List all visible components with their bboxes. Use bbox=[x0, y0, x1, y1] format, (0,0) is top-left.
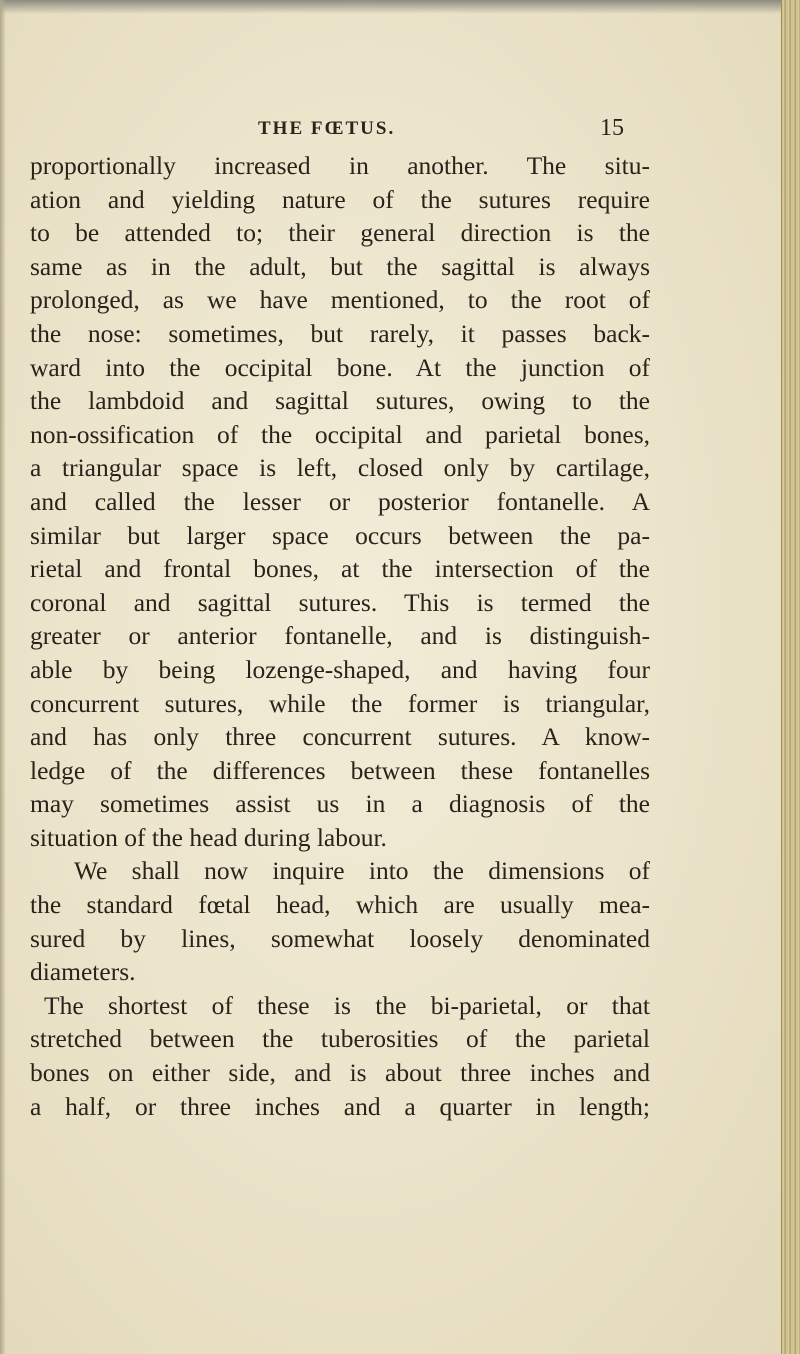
text-line: ation and yielding nature of the sutures require bbox=[30, 184, 650, 214]
text-line: prolonged, as we have mentioned, to the root of bbox=[30, 285, 650, 315]
text-line: stretched between the tuberosities of the parietal bbox=[30, 1024, 650, 1054]
text-line: same as in the adult, but the sagittal is always bbox=[30, 251, 650, 281]
text-line: coronal and sagittal sutures. This is termed the bbox=[30, 587, 650, 617]
text-line: a half, or three inches and a quarter in length; bbox=[30, 1091, 650, 1121]
text-line: and called the lesser or posterior fontanelle. A bbox=[30, 486, 650, 516]
text-line: a triangular space is left, closed only by cartilage, bbox=[30, 453, 650, 483]
text-line: similar but larger space occurs between the pa- bbox=[30, 520, 650, 550]
text-line: bones on either side, and is about three inches and bbox=[30, 1058, 650, 1088]
running-title: THE FŒTUS. bbox=[258, 118, 396, 139]
text-line: the nose: sometimes, but rarely, it passes back- bbox=[30, 318, 650, 348]
text-line: the standard fœtal head, which are usually mea- bbox=[30, 890, 650, 920]
text-line: sured by lines, somewhat loosely denominated bbox=[30, 923, 650, 953]
text-line: rietal and frontal bones, at the intersection of the bbox=[30, 554, 650, 584]
page-stack-edges bbox=[781, 0, 800, 1354]
text-line: concurrent sutures, while the former is triangular, bbox=[30, 688, 650, 718]
text-line: may sometimes assist us in a diagnosis of the bbox=[30, 789, 650, 819]
page-number: 15 bbox=[600, 115, 624, 141]
text-line: greater or anterior fontanelle, and is distinguish- bbox=[30, 621, 650, 651]
text-line: proportionally increased in another. The situ- bbox=[30, 151, 650, 180]
text-line: and has only three concurrent sutures. A know- bbox=[30, 722, 650, 752]
text-line: the lambdoid and sagittal sutures, owing to the bbox=[30, 386, 650, 416]
text-line: able by being lozenge-shaped, and having four bbox=[30, 654, 650, 684]
text-line: situation of the head during labour. bbox=[30, 822, 387, 852]
page-top-shadow bbox=[0, 0, 800, 14]
text-line: to be attended to; their general direction is the bbox=[30, 218, 650, 248]
page-left-shadow bbox=[0, 0, 6, 1354]
running-head bbox=[0, 115, 760, 145]
text-line: ward into the occipital bone. At the junction of bbox=[30, 352, 650, 382]
text-line: non-ossification of the occipital and parietal bones, bbox=[30, 419, 650, 449]
text-line: We shall now inquire into the dimensions of bbox=[74, 856, 650, 886]
body-text bbox=[30, 149, 650, 1123]
text-line: ledge of the differences between these fontanelles bbox=[30, 755, 650, 785]
text-line: diameters. bbox=[30, 957, 136, 987]
text-line: The shortest of these is the bi-parietal, or that bbox=[44, 990, 650, 1020]
